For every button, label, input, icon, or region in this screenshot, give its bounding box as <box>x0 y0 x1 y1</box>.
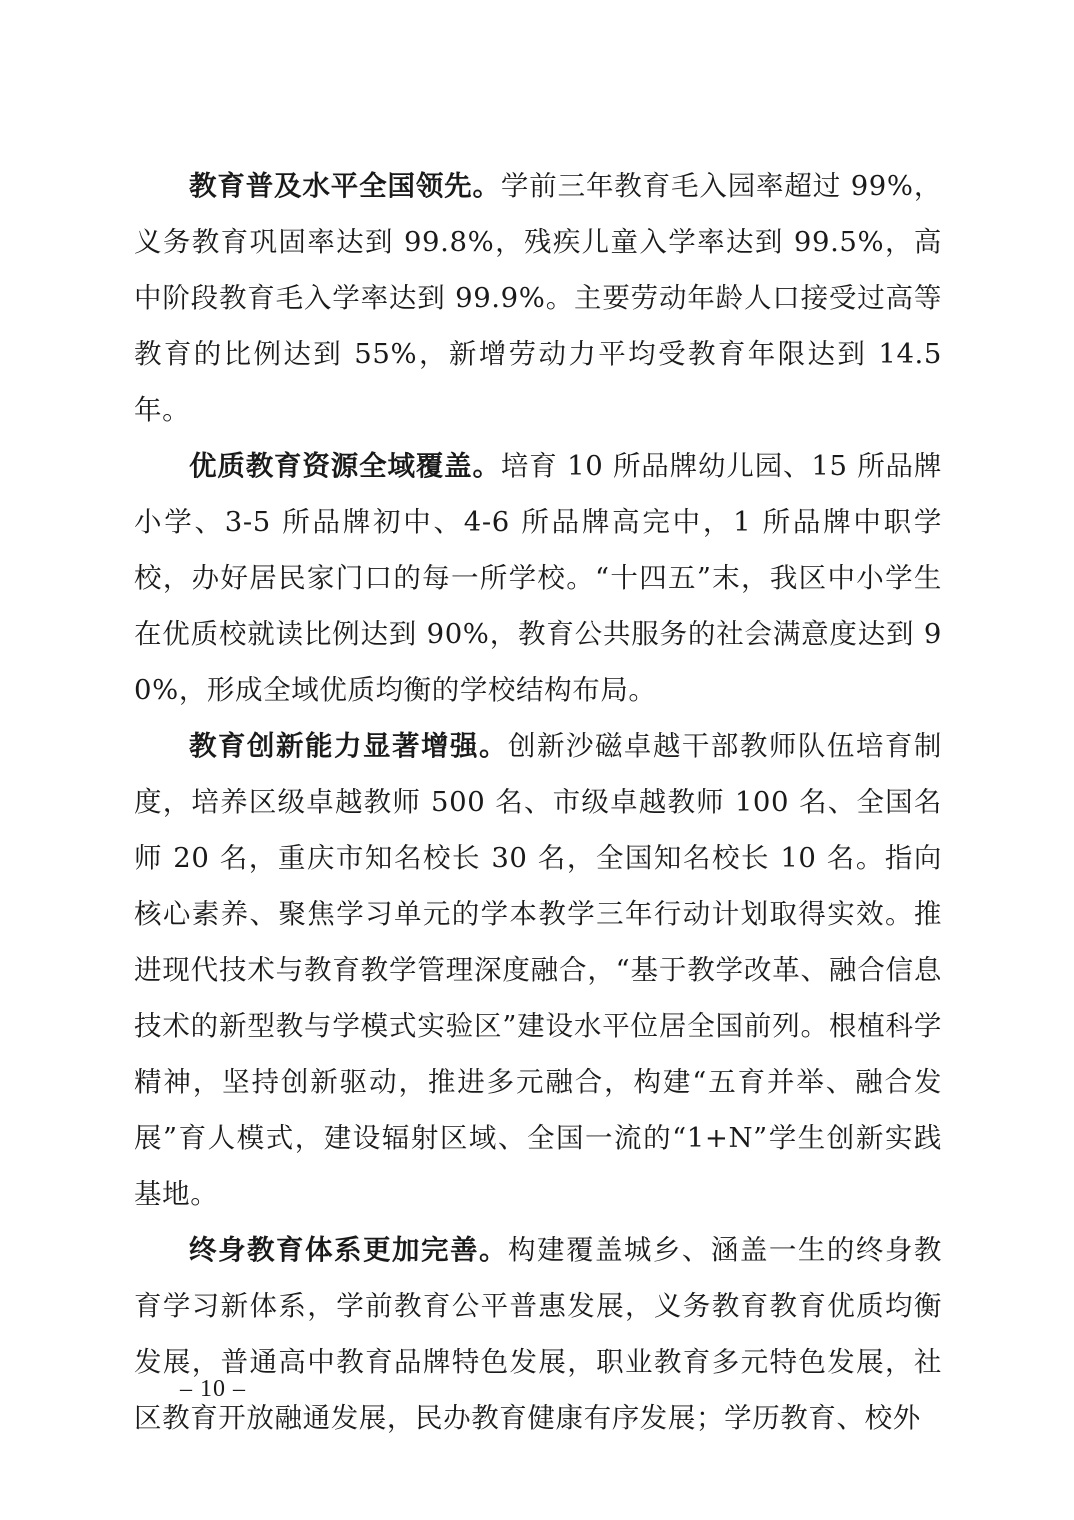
paragraph-heading: 终身教育体系更加完善。 <box>189 1234 508 1266</box>
paragraph-heading: 优质教育资源全域覆盖。 <box>189 450 501 482</box>
paragraph-lifelong-education <box>134 1222 942 1446</box>
paragraph-heading: 教育普及水平全国领先。 <box>189 170 501 202</box>
paragraph-text: 学前三年教育毛入园率超过 99%，义务教育巩固率达到 99.8%，残疾儿童入学率达到 99.5%，高中阶段教育毛入学率达到 99.9%。主要劳动年龄人口接受过高等教育的比例达到 55%，新增劳动力平均受教育年限达到 14.5 年。 <box>134 170 942 426</box>
paragraph-text: 创新沙磁卓越干部教师队伍培育制度，培养区级卓越教师 500 名、市级卓越教师 100 名、全国名师 20 名，重庆市知名校长 30 名，全国知名校长 10 名。指向核心素养、聚焦学习单元的学本教学三年行动计划取得实效。推进现代技术与教育教学管理深度融合，“基于教学改革、融合信息技术的新型教与学模式实验区”建设水平位居全国前列。根植科学精神，坚持创新驱动，推进多元融合，构建“五育并举、融合发展”育人模式，建设辐射区域、全国一流的“1+N”学生创新实践基地。 <box>134 730 942 1210</box>
paragraph-text: 培育 10 所品牌幼儿园、15 所品牌小学、3-5 所品牌初中、4-6 所品牌高完中，1 所品牌中职学校，办好居民家门口的每一所学校。“十四五”末，我区中小学生在优质校就读比例达到 90%，教育公共服务的社会满意度达到 90%，形成全域优质均衡的学校结构布局。 <box>134 450 943 706</box>
paragraph-innovation-capacity <box>134 718 942 1222</box>
paragraph-heading: 教育创新能力显著增强。 <box>189 730 508 762</box>
document-body <box>134 158 942 1446</box>
page-number: – 10 – <box>180 1376 246 1402</box>
paragraph-education-popularization <box>134 158 942 438</box>
paragraph-quality-resources <box>134 438 942 718</box>
paragraph-text: 构建覆盖城乡、涵盖一生的终身教育学习新体系，学前教育公平普惠发展，义务教育教育优质均衡发展，普通高中教育品牌特色发展，职业教育多元特色发展，社区教育开放融通发展，民办教育健康有序发展；学历教育、校外 <box>134 1234 942 1434</box>
